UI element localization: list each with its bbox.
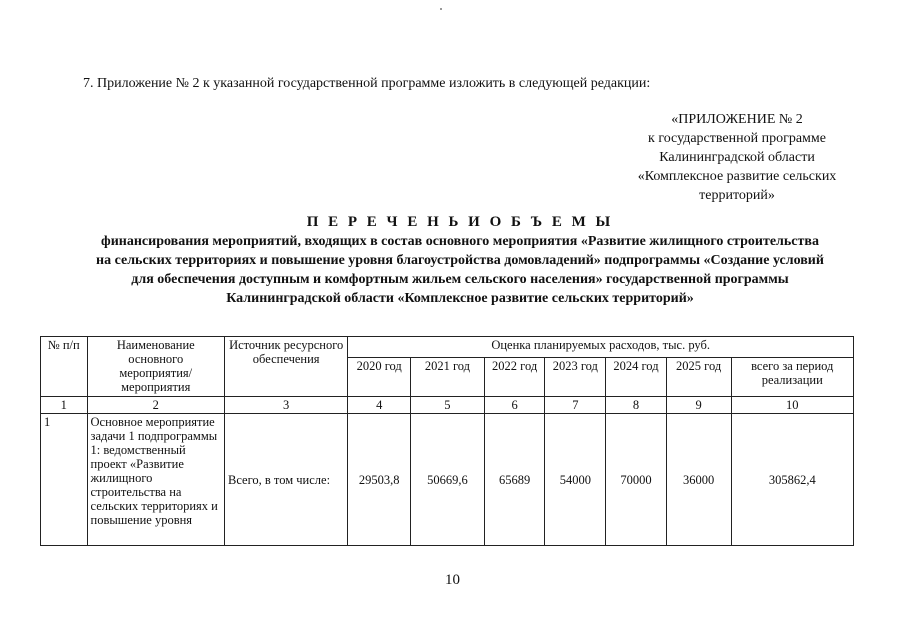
appendix-line: «ПРИЛОЖЕНИЕ № 2 <box>671 112 803 127</box>
header-estimate: Оценка планируемых расходов, тыс. руб. <box>348 337 854 358</box>
column-number: 5 <box>411 397 485 414</box>
header-name: Наименование основного мероприятия/ мероприятия <box>87 337 225 397</box>
row-value: 36000 <box>666 414 731 546</box>
row-no: 1 <box>41 414 88 546</box>
row-value: 65689 <box>484 414 545 546</box>
column-number: 4 <box>348 397 411 414</box>
appendix-line: «Комплексное развитие сельских <box>637 169 837 184</box>
heading-line: Калининградской области «Комплексное развитие сельских территорий» <box>226 291 694 306</box>
row-value: 54000 <box>545 414 606 546</box>
document-heading <box>30 213 890 308</box>
column-number: 9 <box>666 397 731 414</box>
header-year: 2021 год <box>411 358 485 397</box>
column-number: 8 <box>606 397 667 414</box>
appendix-caption <box>600 110 874 205</box>
column-number: 7 <box>545 397 606 414</box>
row-value: 50669,6 <box>411 414 485 546</box>
header-year: 2025 год <box>666 358 731 397</box>
heading-title: П Е Р Е Ч Е Н Ь И О Б Ъ Е М Ы <box>306 214 614 230</box>
header-total: всего за период реализации <box>731 358 854 397</box>
header-no: № п/п <box>41 337 88 397</box>
scan-speck <box>440 8 442 10</box>
column-number: 6 <box>484 397 545 414</box>
header-year: 2024 год <box>606 358 667 397</box>
header-source: Источник ресурсного обеспечения <box>225 337 348 397</box>
header-row <box>41 337 854 358</box>
financing-table <box>40 336 854 546</box>
row-total: 305862,4 <box>731 414 854 546</box>
column-number-row <box>41 397 854 414</box>
row-name: Основное мероприятие задачи 1 подпрограммы 1: ведомственный проект «Развитие жилищного строительства на сельских территориях и повышение уровня <box>87 414 225 546</box>
page-number: 10 <box>445 572 460 588</box>
heading-line: финансирования мероприятий, входящих в состав основного мероприятия «Развитие жилищного строительства <box>101 234 819 249</box>
appendix-line: Калининградской области <box>659 150 815 165</box>
appendix-line: территорий» <box>699 188 775 203</box>
header-year: 2023 год <box>545 358 606 397</box>
heading-line: для обеспечения доступным и комфортным жильем сельского населения» государственной программы <box>131 272 789 287</box>
row-value: 70000 <box>606 414 667 546</box>
header-year: 2020 год <box>348 358 411 397</box>
column-number: 1 <box>41 397 88 414</box>
heading-line: на сельских территориях и повышение уровня благоустройства домовладений» подпрограммы «Создание условий <box>96 253 824 268</box>
row-source: Всего, в том числе: <box>225 414 348 546</box>
row-value: 29503,8 <box>348 414 411 546</box>
column-number: 2 <box>87 397 225 414</box>
appendix-line: к государственной программе <box>648 131 826 146</box>
header-year: 2022 год <box>484 358 545 397</box>
amendment-paragraph: 7. Приложение № 2 к указанной государственной программе изложить в следующей редакции: <box>83 76 651 91</box>
table-row <box>41 414 854 546</box>
column-number: 3 <box>225 397 348 414</box>
column-number: 10 <box>731 397 854 414</box>
